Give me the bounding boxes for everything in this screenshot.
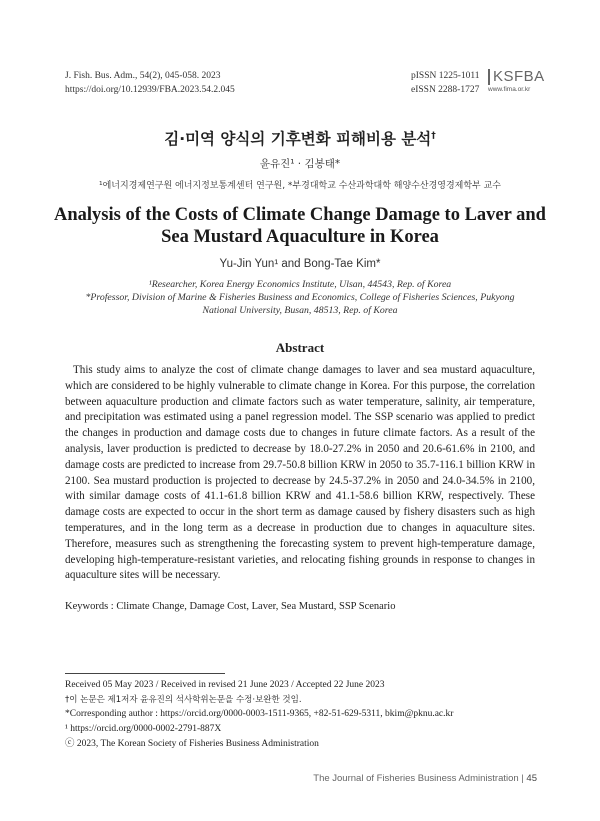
korean-title-text: 김·미역 양식의 기후변화 피해비용 분석: [164, 130, 432, 148]
keywords: Keywords : Climate Change, Damage Cost, Laver, Sea Mustard, SSP Scenario: [65, 601, 396, 612]
journal-line: J. Fish. Bus. Adm., 54(2), 045-058. 2023: [65, 71, 221, 81]
footer-journal: The Journal of Fisheries Business Administration |: [313, 773, 524, 784]
corresponding-author: *Corresponding author : https://orcid.org/0000-0003-1511-9365, +82-51-629-5311, bkim@pknu.ac.kr: [65, 709, 454, 720]
affiliation-2: *Professor, Division of Marine & Fisheries Business and Economics, College of Fisheries Sciences, Pukyong National University, Busan, 48513, Rep. of Korea: [85, 292, 515, 316]
page-number: 45: [526, 773, 537, 784]
ksfba-logo: [488, 69, 546, 94]
english-title-line2: Sea Mustard Aquaculture in Korea: [161, 227, 439, 247]
logo-text: KSFBA: [488, 69, 546, 85]
affiliation-1: ¹Researcher, Korea Energy Economics Institute, Ulsan, 44543, Rep. of Korea: [148, 279, 452, 290]
abstract-heading: Abstract: [275, 340, 325, 355]
english-affiliation: [70, 278, 530, 317]
english-authors: Yu-Jin Yun¹ and Bong-Tae Kim*: [219, 258, 381, 270]
logo-url: www.fima.or.kr: [488, 86, 531, 93]
english-title: [0, 204, 600, 248]
english-title-line1: Analysis of the Costs of Climate Change Damage to Laver and: [54, 205, 546, 225]
footnotes: [65, 678, 453, 752]
korean-title: [0, 127, 600, 149]
thesis-note: †이 논문은 제1저자 윤유진의 석사학위논문을 수정·보완한 것임.: [65, 694, 302, 705]
orcid-first-author: ¹ https://orcid.org/0000-0002-2791-887X: [65, 724, 222, 735]
issn-block: [411, 70, 480, 97]
copyright: ⓒ 2023, The Korean Society of Fisheries Business Administration: [65, 738, 319, 749]
received-dates: Received 05 May 2023 / Received in revised 21 June 2023 / Accepted 22 June 2023: [65, 680, 385, 690]
journal-citation: [65, 70, 235, 97]
eissn: eISSN 2288-1727: [411, 84, 480, 95]
doi-link[interactable]: https://doi.org/10.12939/FBA.2023.54.2.045: [65, 84, 235, 95]
korean-affiliation: ¹에너지경제연구원 에너지정보통계센터 연구원, *부경대학교 수산과학대학 해양수산경영경제학부 교수: [99, 181, 501, 191]
page-footer: [0, 773, 537, 784]
korean-authors: 윤유진¹ · 김봉태*: [259, 158, 341, 170]
pissn: pISSN 1225-1011: [411, 71, 480, 81]
abstract-body: This study aims to analyze the cost of climate change damages to laver and sea mustard aquaculture, which are considered to be highly vulnerable to climate change in Korea. For this purpose, the correlation between aquaculture production and climate factors such as water temperature, salinity, air temperature, and precipitation was estimated using a panel regression model. The SSP scenario was applied to predict the changes in production and damage costs due to changes in future climate factors. As a result of the analysis, laver production is predicted to decrease by 18.0-27.2% in 2050 and 20.6-61.6% in 2100, and damage costs are predicted to increase from 29.7-50.8 billion KRW in 2050 to 35.7-116.1 billion KRW in 2100. Sea mustard production is projected to decrease by 24.5-37.2% in 2050 and 24.0-34.5% in 2100, with similar damage costs of 41.1-61.8 billion KRW and 41.1-58.6 billion KRW, respectively. These damage costs are expected to occur in the short term as damage caused by fishery disasters such as high temperatures, and in the long term as a decrease in production due to changes in aquaculture sites. Therefore, measures such as strengthening the forecasting system to prevent high-temperature damage, developing high-temperature-resistant varieties, and relocating fishing grounds in response to changes in aquaculture sites will be necessary.: [65, 364, 535, 582]
footnote-divider: [65, 673, 225, 674]
title-dagger: †: [431, 130, 436, 141]
